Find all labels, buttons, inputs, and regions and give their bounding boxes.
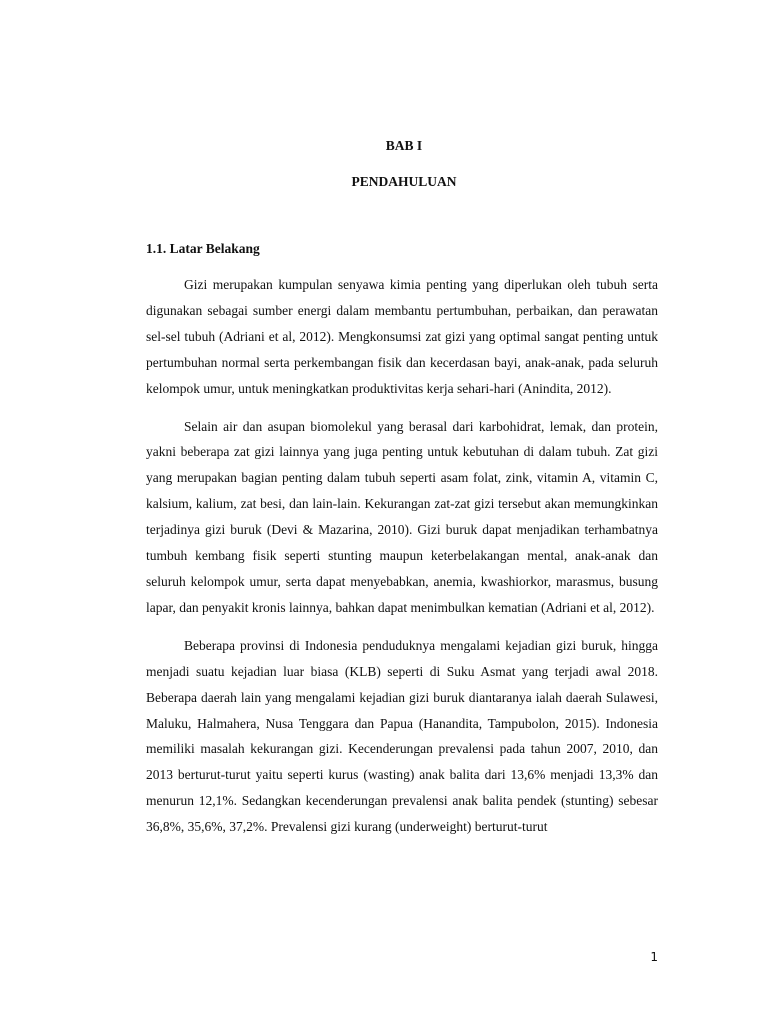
paragraph: Beberapa provinsi di Indonesia penduduknya mengalami kejadian gizi buruk, hingga menjadi suatu kejadian luar biasa (KLB) seperti di Suku Asmat yang terjadi awal 2018. Beberapa daerah lain yang mengalami kejadian gizi buruk diantaranya ialah daerah Sulawesi, Maluku, Halmahera, Nusa Tenggara dan Papua (Hanandita, Tampubolon, 2015). Indonesia memiliki masalah kekurangan gizi. Kecenderungan prevalensi pada tahun 2007, 2010, dan 2013 berturut-turut yaitu seperti kurus (wasting) anak balita dari 13,6% menjadi 13,3% dan menurun 12,1%. Sedangkan kecenderungan prevalensi anak balita pendek (stunting) sebesar 36,8%, 35,6%, 37,2%. Prevalensi gizi kurang (underweight) berturut-turut (146, 637, 658, 835)
body-text (146, 272, 658, 852)
chapter-title: PENDAHULUAN (351, 174, 457, 189)
paragraph: Selain air dan asupan biomolekul yang berasal dari karbohidrat, lemak, dan protein, yakni beberapa zat gizi lainnya yang juga penting untuk kebutuhan di dalam tubuh. Zat gizi yang merupakan bagian penting dalam tubuh seperti asam folat, zink, vitamin A, vitamin C, kalsium, kalium, zat besi, dan lain-lain. Kekurangan zat-zat gizi tersebut akan memungkinkan terjadinya gizi buruk (Devi & Mazarina, 2010). Gizi buruk dapat menjadikan terhambatnya tumbuh kembang fisik seperti stunting maupun keterbelakangan mental, anak-anak dan seluruh kelompok umur, serta dapat menyebabkan, anemia, kwashiorkor, marasmus, busung lapar, dan penyakit kronis lainnya, bahkan dapat menimbulkan kematian (Adriani et al, 2012). (146, 418, 658, 615)
page-number: 1 (650, 950, 658, 964)
section-heading: 1.1. Latar Belakang (146, 241, 260, 256)
chapter-number: BAB I (385, 138, 423, 153)
paragraph: Gizi merupakan kumpulan senyawa kimia penting yang diperlukan oleh tubuh serta digunakan sebagai sumber energi dalam membantu pertumbuhan, perbaikan, dan perawatan sel-sel tubuh (Adriani et al, 2012). Mengkonsumsi zat gizi yang optimal sangat penting untuk pertumbuhan normal serta perkembangan fisik dan kecerdasan bayi, anak-anak, pada seluruh kelompok umur, untuk meningkatkan produktivitas kerja sehari-hari (Anindita, 2012). (146, 277, 658, 396)
